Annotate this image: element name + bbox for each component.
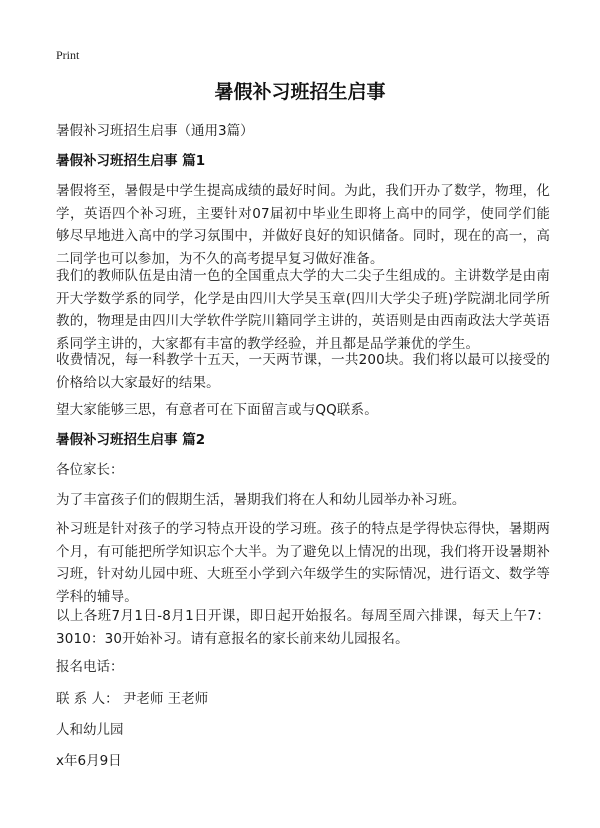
section-1-heading: 暑假补习班招生启事 篇1 (56, 153, 206, 169)
section-2-paragraph-2: 补习班是针对孩子的学习特点开设的学习班。孩子的特点是学得快忘得快，暑期两个月，有可能把所学知识忘个大半。为了避免以上情况的出现，我们将开设暑期补习班，针对幼儿园中班、大班至小学到六年级学生的实际情况，进行语文、数学等学科的辅导。 (56, 521, 550, 605)
section-1-paragraph-3: 收费情况，每一科教学十五天，一天两节课，一共200块。我们将以最可以接受的价格给以大家最好的结果。 (56, 352, 550, 391)
document-subtitle: 暑假补习班招生启事（通用3篇） (56, 123, 254, 139)
section-1-paragraph-1: 暑假将至，暑假是中学生提高成绩的最好时间。为此，我们开办了数学，物理，化学，英语四个补习班，主要针对07届初中毕业生即将上高中的同学，使同学们能够尽早地进入高中的学习氛围中，并做好良好的知识储备。同时，现在的高一，高二同学也可以参加，为不久的高考提早复习做好准备。 (56, 183, 550, 267)
section-2-heading: 暑假补习班招生启事 篇2 (56, 432, 206, 448)
document-date: x年6月9日 (56, 753, 122, 769)
print-label[interactable]: Print (56, 48, 80, 62)
phone-label: 报名电话： (56, 659, 124, 675)
greeting-line: 各位家长： (56, 462, 124, 478)
section-2-paragraph-3: 以上各班7月1日-8月1日开课，即日起开始报名。每周至周六排课，每天上午7：3010：30开始补习。请有意报名的家长前来幼儿园报名。 (56, 608, 550, 647)
page-title: 暑假补习班招生启事 (214, 81, 386, 103)
section-1-paragraph-4: 望大家能够三思，有意者可在下面留言或与QQ联系。 (56, 402, 378, 418)
section-2-paragraph-1: 为了丰富孩子们的假期生活，暑期我们将在人和幼儿园举办补习班。 (56, 492, 466, 508)
organization-name: 人和幼儿园 (56, 722, 124, 738)
contact-line: 联 系 人： 尹老师 王老师 (56, 691, 209, 707)
section-1-paragraph-2: 我们的教师队伍是由清一色的全国重点大学的大二尖子生组成的。主讲数学是由南开大学数学系的同学，化学是由四川大学吴玉章(四川大学尖子班)学院湖北同学所教的，物理是由四川大学软件学院川籍同学主讲的，英语则是由西南政法大学英语系同学主讲的，大家都有丰富的教学经验，并且都是品学兼优的学生。 (56, 268, 550, 352)
